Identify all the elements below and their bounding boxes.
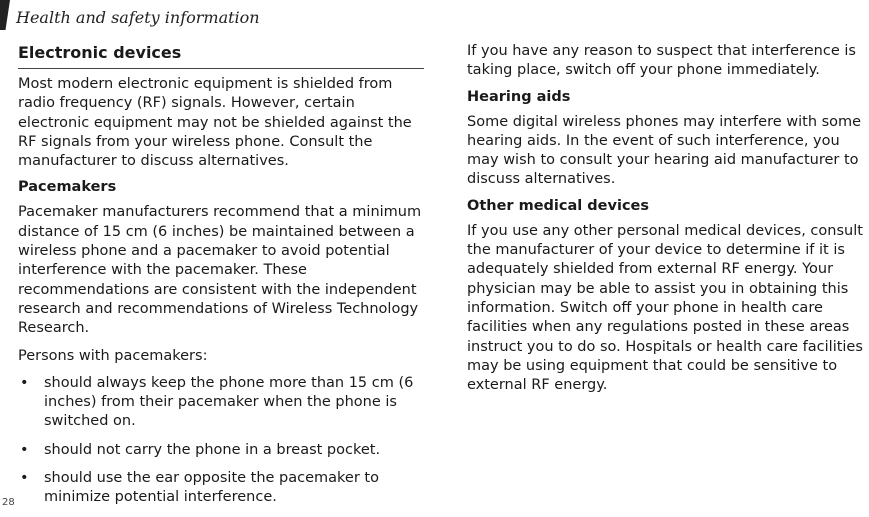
list-item-text: should use the ear opposite the pacemaker to minimize potential interference.	[44, 470, 379, 506]
bullet-icon: •	[20, 374, 29, 391]
section-title-electronic-devices: Electronic devices	[18, 43, 182, 62]
pacemaker-bullet-list	[18, 374, 424, 508]
page-number: 28	[2, 497, 15, 508]
page-header-title: Health and safety information	[16, 8, 260, 27]
bullet-icon: •	[20, 441, 29, 458]
interference-paragraph: If you have any reason to suspect that interference is taking place, switch off your phone immediately.	[467, 43, 856, 79]
subheading-hearing-aids: Hearing aids	[467, 88, 571, 105]
list-item-text: should always keep the phone more than 15 cm (6 inches) from their pacemaker when the phone is switched on.	[44, 374, 414, 430]
list-item	[18, 441, 424, 460]
hearing-aids-paragraph: Some digital wireless phones may interfere with some hearing aids. In the event of such interference, you may wish to consult your hearing aid manufacturer to discuss alternatives.	[467, 113, 862, 188]
header-accent-bar	[0, 0, 10, 30]
subheading-other-medical-devices: Other medical devices	[467, 197, 650, 214]
subheading-pacemakers: Pacemakers	[18, 179, 117, 196]
left-column	[18, 40, 424, 517]
pacemakers-paragraph: Pacemaker manufacturers recommend that a minimum distance of 15 cm (6 inches) be maintained between a wireless phone and a pacemaker to avoid potential interference with the pacemaker. These recommendations are consistent with the independent research and recommendations of Wireless Technology Research.	[18, 204, 422, 337]
list-item	[18, 469, 424, 508]
list-item	[18, 374, 424, 432]
section-divider	[18, 68, 424, 69]
list-item-text: should not carry the phone in a breast pocket.	[44, 441, 381, 458]
electronic-devices-intro: Most modern electronic equipment is shielded from radio frequency (RF) signals. However, certain electronic equipment may not be shielded against the RF signals from your wireless phone. Consult the manufacturer to discuss alternatives.	[18, 76, 412, 170]
other-medical-devices-paragraph: If you use any other personal medical devices, consult the manufacturer of your device to determine if it is adequately shielded from external RF energy. Your physician may be able to assist you in obtaining this information. Switch off your phone in health care facilities when any regulations posted in these areas instruct you to do so. Hospitals or health care facilities may be using equipment that could be sensitive to external RF energy.	[467, 222, 863, 394]
right-column	[467, 42, 869, 403]
bullet-icon: •	[20, 470, 29, 487]
persons-with-pacemakers-label: Persons with pacemakers:	[18, 347, 208, 364]
